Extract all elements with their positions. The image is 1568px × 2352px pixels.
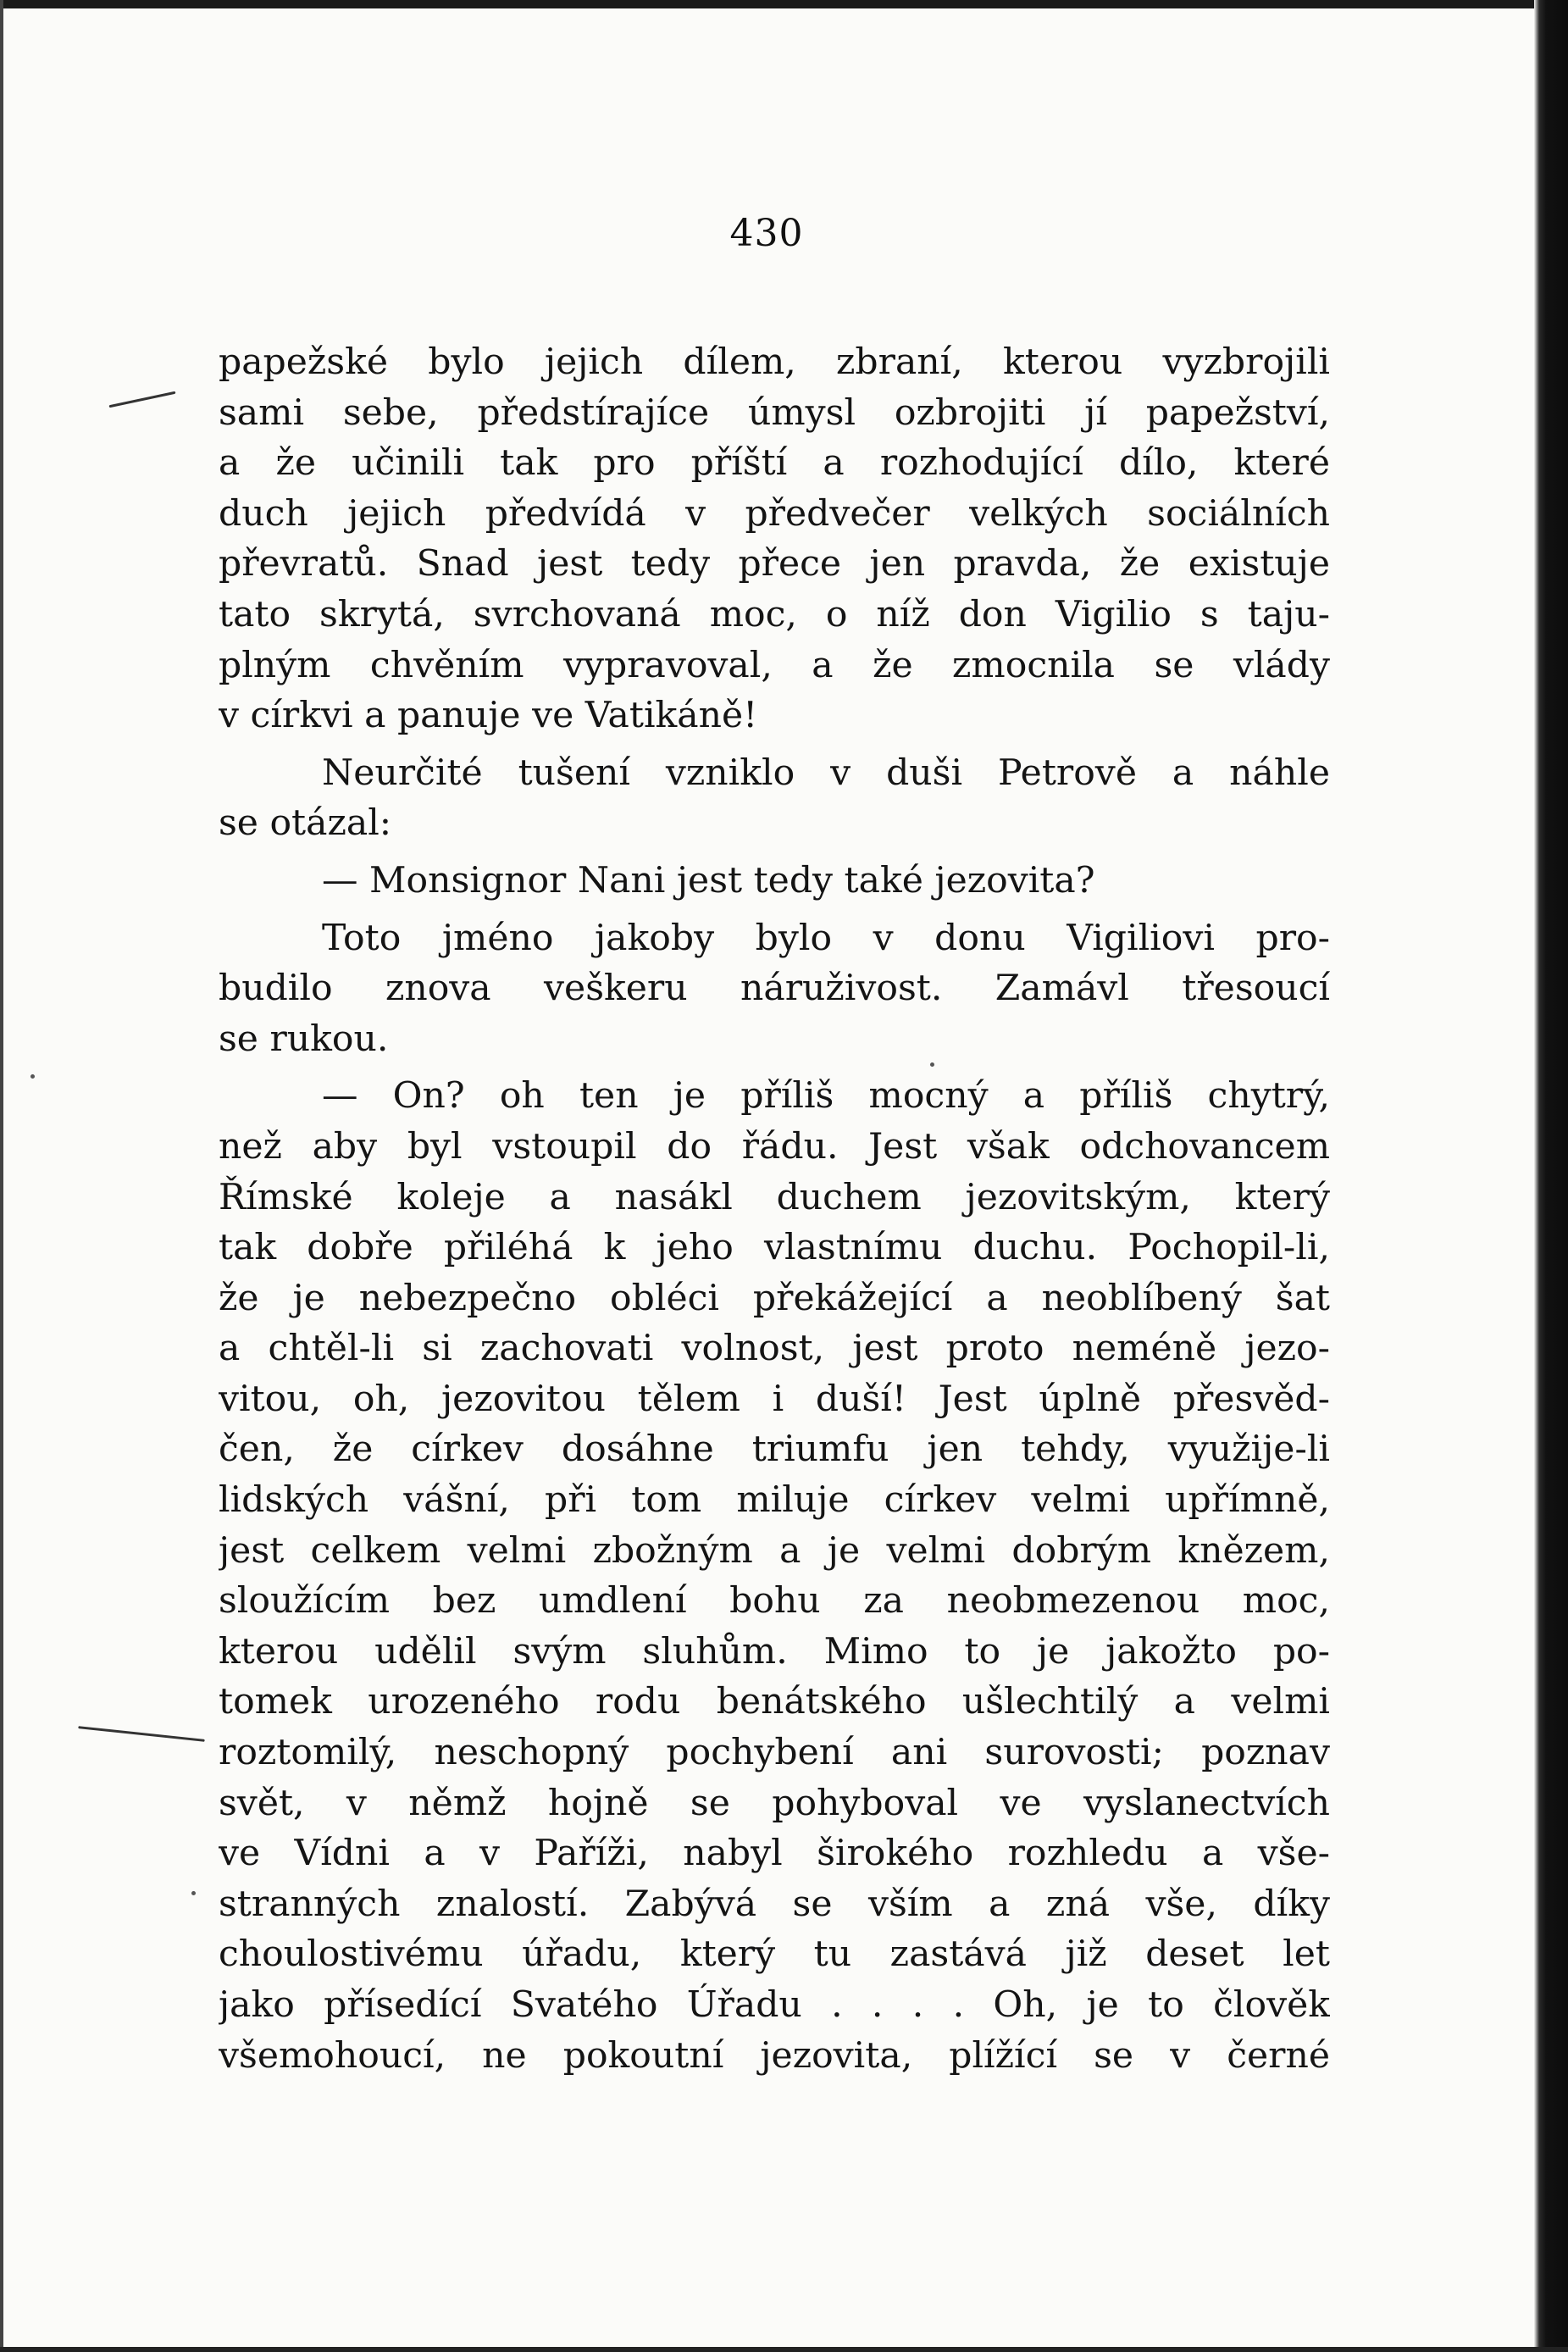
scan-border-bottom xyxy=(0,2347,1568,2352)
text-line: svět, v němž hojně se pohyboval ve vyslanectvích xyxy=(219,1782,1330,1824)
dialogue-line: — Monsignor Nani jest tedy také jezovita? xyxy=(322,859,1095,901)
body-text xyxy=(219,337,1330,2081)
paragraph-gap xyxy=(219,741,1330,748)
text-line: že je nebezpečno obléci překážející a neoblíbený šat xyxy=(219,1277,1330,1319)
text-line: tato skrytá, svrchovaná moc, o níž don Vigilio s taju- xyxy=(219,593,1330,635)
text-line: plným chvěním vypravoval, a že zmocnila se vlády xyxy=(219,644,1330,686)
text-line: než aby byl vstoupil do řádu. Jest však odchovancem xyxy=(219,1125,1330,1168)
text-line: vitou, oh, jezovitou tělem i duší! Jest úplně přesvěd- xyxy=(219,1378,1330,1420)
text-line: sloužícím bez umdlení bohu za neobmezenou moc, xyxy=(219,1580,1330,1623)
paragraph-first-line: Toto jméno jakoby bylo v donu Vigiliovi pro- xyxy=(322,917,1330,959)
text-line: sami sebe, předstírajíce úmysl ozbrojiti jí papežství, xyxy=(219,391,1330,434)
paragraph-first-line: Neurčité tušení vzniklo v duši Petrově a náhle xyxy=(322,752,1330,794)
text-line: choulostivému úřadu, který tu zastává již deset let xyxy=(219,1933,1330,1976)
text-line: převratů. Snad jest tedy přece jen pravda, že existuje xyxy=(219,543,1330,585)
dialogue-line: — On? oh ten je příliš mocný a příliš chytrý, xyxy=(322,1075,1330,1118)
margin-pencil-mark xyxy=(109,391,176,408)
scan-border-right xyxy=(1534,0,1568,2352)
scan-border-left xyxy=(0,0,3,2352)
text-line: se rukou. xyxy=(219,1018,389,1060)
text-line: Římské koleje a nasákl duchem jezovitským, který xyxy=(219,1176,1330,1218)
paragraph-gap xyxy=(219,849,1330,856)
scan-speck xyxy=(30,1074,35,1079)
text-line: stranných znalostí. Zabývá se vším a zná vše, díky xyxy=(219,1883,1330,1925)
text-line: tomek urozeného rodu benátského ušlechtilý a velmi xyxy=(219,1681,1330,1723)
text-line: ve Vídni a v Paříži, nabyl širokého rozhledu a vše- xyxy=(219,1833,1330,1875)
text-line: jest celkem velmi zbožným a je velmi dobrým knězem, xyxy=(219,1529,1330,1572)
scan-speck xyxy=(191,1891,196,1895)
text-line: papežské bylo jejich dílem, zbraní, kterou vyzbrojili xyxy=(219,341,1330,383)
text-line: roztomilý, neschopný pochybení ani surovosti; poznav xyxy=(219,1732,1330,1774)
text-line: a chtěl-li si zachovati volnost, jest proto neméně jezo- xyxy=(219,1328,1330,1370)
text-line: čen, že církev dosáhne triumfu jen tehdy, využije-li xyxy=(219,1428,1330,1471)
text-line: tak dobře přiléhá k jeho vlastnímu duchu. Pochopil-li, xyxy=(219,1227,1330,1269)
text-line: jako přísedící Svatého Úřadu . . . . Oh, je to člověk xyxy=(219,1984,1330,2026)
text-line: kterou udělil svým sluhům. Mimo to je jakožto po- xyxy=(219,1630,1330,1672)
text-line: a že učinili tak pro příští a rozhodující dílo, které xyxy=(219,442,1330,485)
paragraph-gap xyxy=(219,1064,1330,1071)
page-number: 430 xyxy=(729,212,804,255)
text-line: budilo znova veškeru náruživost. Zamávl třesoucí xyxy=(219,968,1330,1010)
margin-pencil-mark xyxy=(78,1726,204,1742)
text-line: v církvi a panuje ve Vatikáně! xyxy=(219,695,758,737)
text-line: duch jejich předvídá v předvečer velkých sociálních xyxy=(219,492,1330,535)
text-line: lidských vášní, při tom miluje církev velmi upřímně, xyxy=(219,1479,1330,1522)
scan-border-top xyxy=(0,0,1568,8)
text-line: všemohoucí, ne pokoutní jezovita, plížící se v černé xyxy=(219,2034,1330,2077)
text-line: se otázal: xyxy=(219,802,392,845)
paragraph-gap xyxy=(219,907,1330,913)
